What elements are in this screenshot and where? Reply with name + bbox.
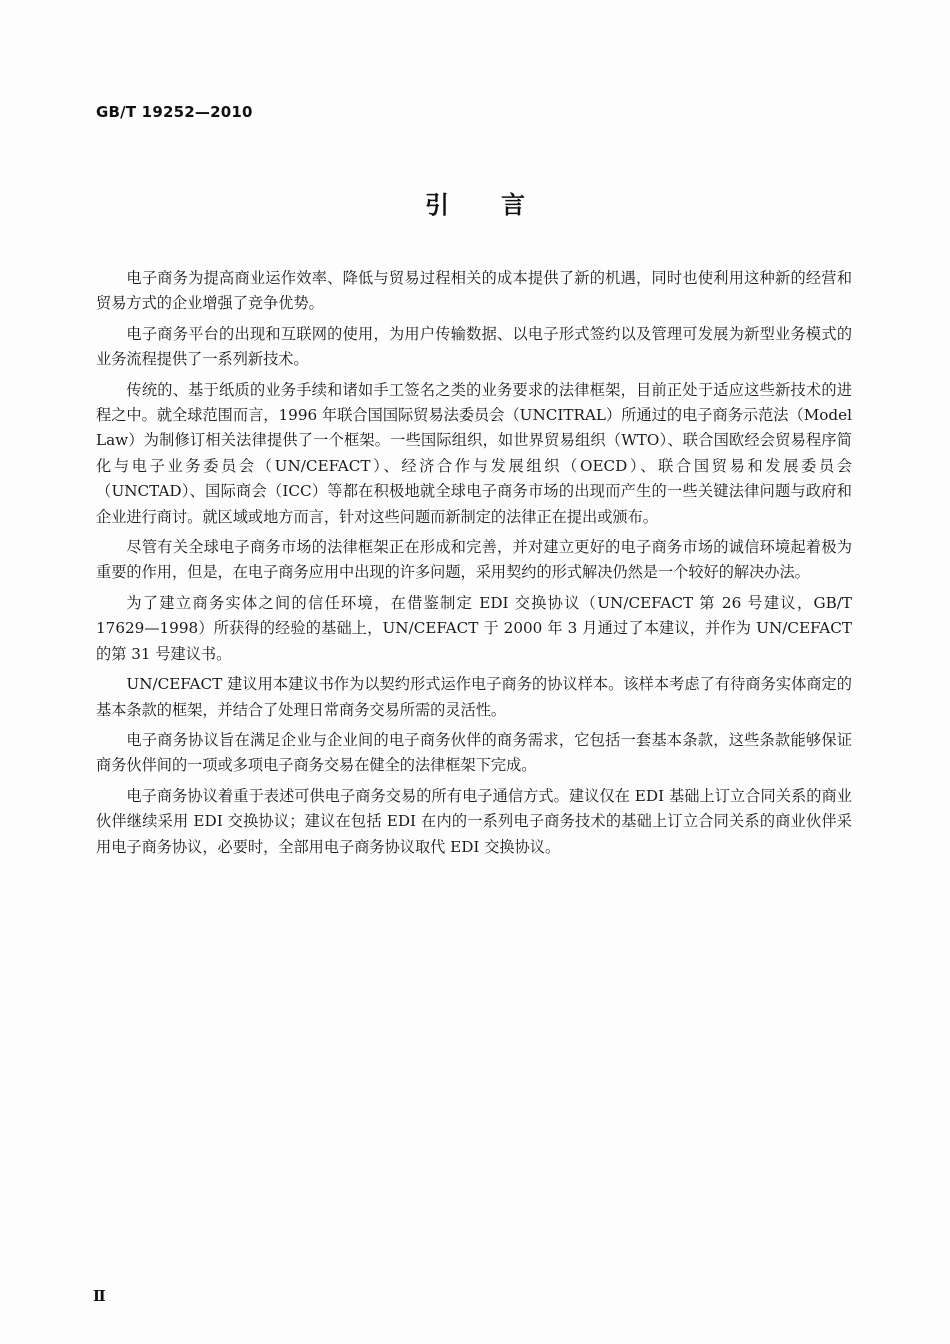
- paragraph: UN/CEFACT 建议用本建议书作为以契约形式运作电子商务的协议样本。该样本考虑了有待商务实体商定的基本条款的框架，并结合了处理日常商务交易所需的灵活性。: [96, 675, 852, 719]
- body-text: [96, 266, 852, 865]
- paragraph: 电子商务协议旨在满足企业与企业间的电子商务伙伴的商务需求，它包括一套基本条款，这些条款能够保证商务伙伴间的一项或多项电子商务交易在健全的法律框架下完成。: [96, 730, 852, 775]
- paragraph: 电子商务为提高商业运作效率、降低与贸易过程相关的成本提供了新的机遇，同时也使利用这种新的经营和贸易方式的企业增强了竞争优势。: [96, 269, 852, 313]
- paragraph: 传统的、基于纸质的业务手续和诸如手工签名之类的业务要求的法律框架，目前正处于适应这些新技术的进程之中。就全球范围而言，1996 年联合国国际贸易法委员会（UNCITRAL）所通过的电子商务示范法（Model Law）为制修订相关法律提供了一个框架。一些国际组织，如世界贸易组织（WTO）、联合国欧经会贸易程序简化与电子业务委员会（UN/CEFACT）、经济合作与发展组织（OECD）、联合国贸易和发展委员会（UNCTAD）、国际商会（ICC）等都在积极地就全球电子商务市场的出现而产生的一些关键法律问题与政府和企业进行商讨。就区域或地方而言，针对这些问题而新制定的法律正在提出或颁布。: [96, 380, 852, 526]
- paragraph: 电子商务平台的出现和互联网的使用，为用户传输数据、以电子形式签约以及管理可发展为新型业务模式的业务流程提供了一系列新技术。: [96, 324, 852, 369]
- page-number: Ⅱ: [93, 1287, 106, 1305]
- standard-number: GB/T 19252—2010: [96, 103, 253, 121]
- page-title: 引言: [425, 191, 577, 219]
- paragraph: 尽管有关全球电子商务市场的法律框架正在形成和完善，并对建立更好的电子商务市场的诚信环境起着极为重要的作用，但是，在电子商务应用中出现的许多问题，采用契约的形式解决仍然是一个较好的解决办法。: [96, 538, 852, 582]
- paragraph: 为了建立商务实体之间的信任环境，在借鉴制定 EDI 交换协议（UN/CEFACT 第 26 号建议，GB/T 17629—1998）所获得的经验的基础上，UN/CEFACT 于 2000 年 3 月通过了本建议，并作为 UN/CEFACT 的第 31 号建议书。: [96, 593, 852, 663]
- paragraph: 电子商务协议着重于表述可供电子商务交易的所有电子通信方式。建议仅在 EDI 基础上订立合同关系的商业伙伴继续采用 EDI 交换协议；建议在包括 EDI 在内的一系列电子商务技术的基础上订立合同关系的商业伙伴采用电子商务协议，必要时，全部用电子商务协议取代 EDI 交换协议。: [96, 786, 852, 856]
